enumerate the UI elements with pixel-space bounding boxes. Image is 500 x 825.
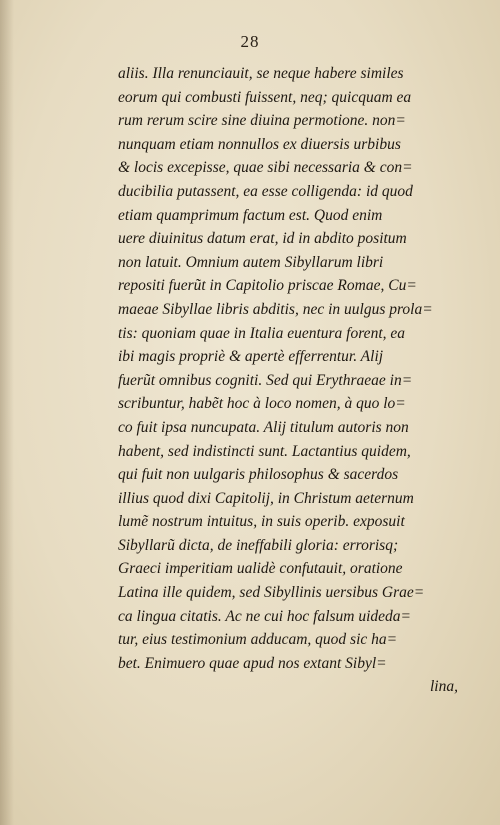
text-line-8: uere diuinitus datum erat, id in abdito positum <box>118 230 407 248</box>
text-line-23: Latina ille quidem, sed Sibyllinis uersibus Grae= <box>118 584 425 602</box>
text-line-10: repositi fuerũt in Capitolio priscae Romae, Cu= <box>118 277 417 295</box>
text-line-20: lumẽ nostrum intuitus, in suis operib. exposuit <box>118 513 405 531</box>
text-line-15: scribuntur, habẽt hoc à loco nomen, à quo lo= <box>118 395 406 413</box>
page-number: 28 <box>240 32 260 51</box>
text-line-12: tis: quoniam quae in Italia euentura forent, ea <box>118 324 405 342</box>
text-line-6: ducibilia putassent, ea esse colligenda: id quod <box>118 182 413 200</box>
text-line-18: qui fuit non uulgaris philosophus & sacerdos <box>118 466 399 484</box>
text-line-25: tur, eius testimonium adducam, quod sic ha= <box>118 631 398 649</box>
catchword: lina, <box>430 678 458 696</box>
text-line-5: & locis excepisse, quae sibi necessaria & con= <box>118 159 413 177</box>
text-line-17: habent, sed indistincti sunt. Lactantius quidem, <box>118 442 411 460</box>
text-line-22: Graeci imperitiam ualidè confutauit, oratione <box>118 560 403 578</box>
text-line-1: aliis. Illa renunciauit, se neque habere similes <box>118 65 404 82</box>
gutter-shadow <box>0 0 14 825</box>
text-line-2: eorum qui combusti fuissent, neq; quicquam ea <box>118 88 412 106</box>
text-line-14: fuerũt omnibus cogniti. Sed qui Erythraeae in= <box>118 371 413 389</box>
text-line-3: rum rerum scire sine diuina permotione. non= <box>118 112 406 130</box>
text-line-21: Sibyllarũ dicta, de ineffabili gloria: errorisq; <box>118 536 399 554</box>
text-line-26: bet. Enimuero quae apud nos extant Sibyl= <box>118 654 387 672</box>
text-block <box>118 62 458 699</box>
text-line-16: co fuit ipsa nuncupata. Alij titulum autoris non <box>118 418 409 436</box>
text-line-7: etiam quamprimum factum est. Quod enim <box>118 206 383 224</box>
text-line-4: nunquam etiam nonnullos ex diuersis urbibus <box>118 135 401 153</box>
text-line-24: ca lingua citatis. Ac ne cui hoc falsum uideda= <box>118 607 412 625</box>
text-line-9: non latuit. Omnium autem Sibyllarum libri <box>118 253 384 271</box>
text-line-11: maeae Sibyllae libris abditis, nec in uulgus prola= <box>118 300 433 318</box>
text-line-19: illius quod dixi Capitolij, in Christum aeternum <box>118 489 414 507</box>
text-line-13: ibi magis propriè & apertè efferrentur. Alij <box>118 348 384 366</box>
